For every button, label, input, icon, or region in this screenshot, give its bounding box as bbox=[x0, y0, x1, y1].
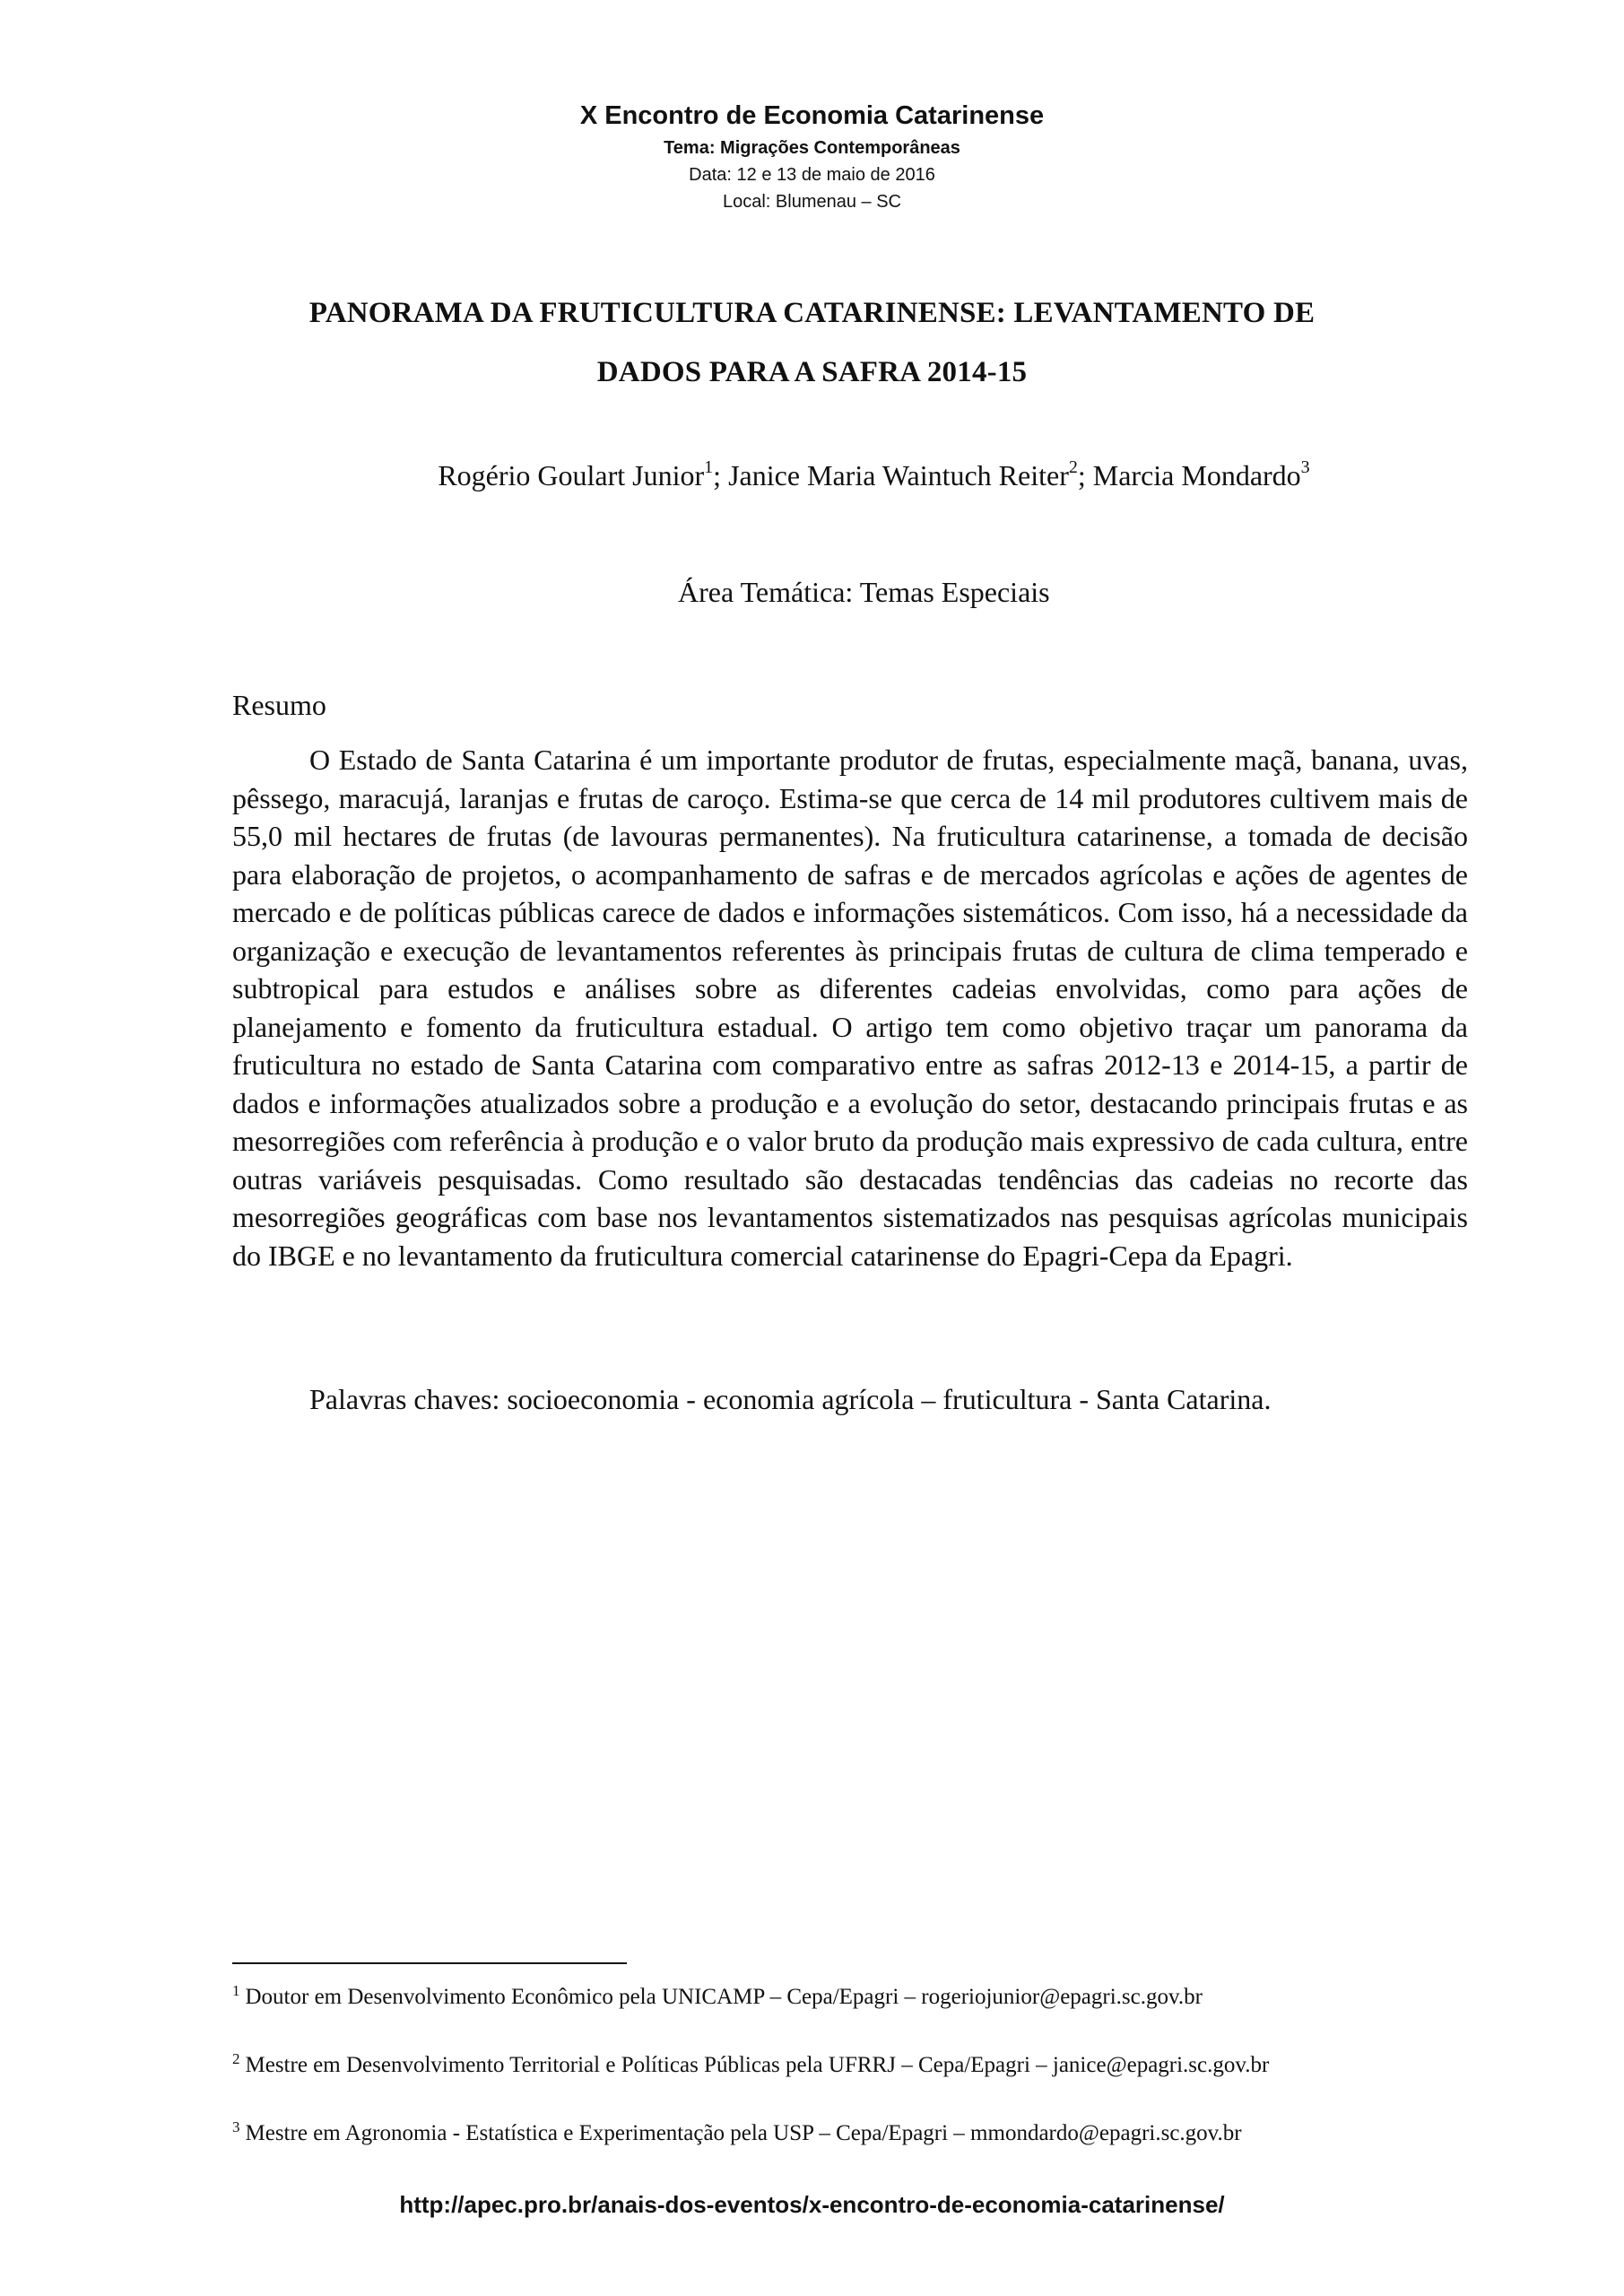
footnote-separator bbox=[232, 1962, 627, 1964]
abstract-heading: Resumo bbox=[232, 689, 326, 721]
footnote-number: 2 bbox=[232, 2050, 240, 2067]
author-separator: ; bbox=[1077, 459, 1093, 491]
conference-location: Local: Blumenau – SC bbox=[722, 192, 901, 212]
conference-header bbox=[0, 97, 1624, 215]
paper-title-line-1: PANORAMA DA FRUTICULTURA CATARINENSE: LEVANTAMENTO DE bbox=[308, 297, 1316, 329]
author-name: Janice Maria Waintuch Reiter bbox=[728, 459, 1069, 491]
footnote-marker: 1 bbox=[704, 457, 714, 477]
abstract-text: O Estado de Santa Catarina é um importante produtor de frutas, especialmente maçã, banana, uvas, pêssego, maracujá, laranjas e frutas de caroço. Estima-se que cerca de 14 mil produtores cultivem mais de 55,0 mil hectares de frutas (de lavouras permanentes). Na fruticultura catarinense, a tomada de decisão para elaboração de projetos, o acompanhamento de safras e de mercados agrícolas e ações de agentes de mercado e de políticas públicas carece de dados e informações sistemáticos. Com isso, há a necessidade da organização e execução de levantamentos referentes às principais frutas de cultura de clima temperado e subtropical para estudos e análises sobre as diferentes cadeias envolvidas, como para ações de planejamento e fomento da fruticultura estadual. O artigo tem como objetivo traçar um panorama da fruticultura no estado de Santa Catarina com comparativo entre as safras 2012-13 e 2014-15, a partir de dados e informações atualizados sobre a produção e a evolução do setor, destacando principais frutas e as mesorregiões com referência à produção e o valor bruto da produção mais expressivo de cada cultura, entre outras variáveis pesquisadas. Como resultado são destacadas tendências das cadeias no recorte das mesorregiões geográficas com base nos levantamentos sistematizados nas pesquisas agrícolas municipais do IBGE e no levantamento da fruticultura comercial catarinense do Epagri-Cepa da Epagri. bbox=[232, 744, 1468, 1272]
keywords: Palavras chaves: socioeconomia - economia agrícola – fruticultura - Santa Catarina. bbox=[309, 1383, 1272, 1415]
footnote-2 bbox=[232, 2050, 1269, 2081]
footer-url: http://apec.pro.br/anais-dos-eventos/x-encontro-de-economia-catarinense/ bbox=[399, 2191, 1225, 2218]
conference-theme: Tema: Migrações Contemporâneas bbox=[664, 138, 960, 158]
paper-title-line-2: DADOS PARA A SAFRA 2014-15 bbox=[596, 356, 1028, 388]
footnote-3 bbox=[232, 2118, 1242, 2149]
footnote-number: 3 bbox=[232, 2118, 240, 2135]
footnote-text: Doutor em Desenvolvimento Econômico pela UNICAMP – Cepa/Epagri – rogeriojunior@epagri.sc.gov.br bbox=[245, 1985, 1203, 2009]
conference-title: X Encontro de Economia Catarinense bbox=[579, 101, 1045, 130]
footnote-1 bbox=[232, 1982, 1203, 2013]
footnote-marker: 2 bbox=[1068, 457, 1078, 477]
author-name: Marcia Mondardo bbox=[1092, 459, 1301, 491]
author-list bbox=[0, 456, 1624, 495]
footnote-text: Mestre em Agronomia - Estatística e Experimentação pela USP – Cepa/Epagri – mmondardo@epagri.sc.gov.br bbox=[245, 2121, 1242, 2145]
author-separator: ; bbox=[713, 459, 729, 491]
author-name: Rogério Goulart Junior bbox=[438, 459, 705, 491]
conference-date: Data: 12 e 13 de maio de 2016 bbox=[689, 165, 935, 185]
thematic-area: Área Temática: Temas Especiais bbox=[678, 576, 1050, 608]
footnote-text: Mestre em Desenvolvimento Territorial e Políticas Públicas pela UFRRJ – Cepa/Epagri – janice@epagri.sc.gov.br bbox=[245, 2053, 1270, 2077]
footnote-number: 1 bbox=[232, 1982, 240, 1999]
footnote-marker: 3 bbox=[1300, 457, 1310, 477]
paper-title bbox=[0, 283, 1624, 402]
